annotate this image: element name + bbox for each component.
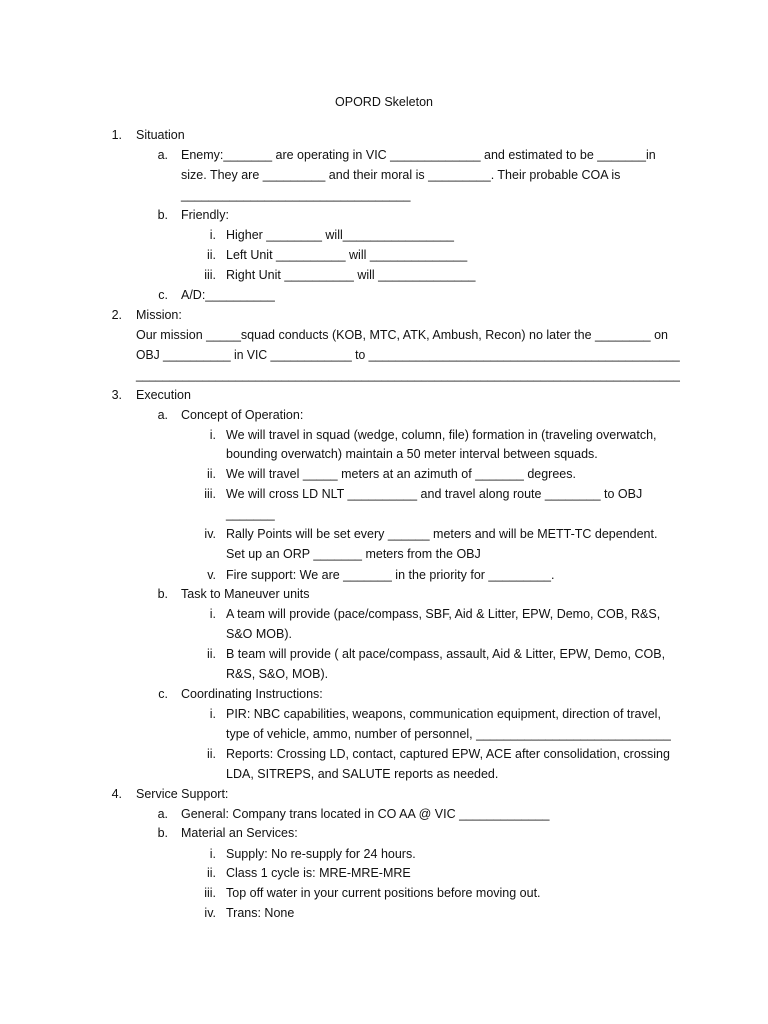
section-heading-mission: Mission: bbox=[136, 308, 182, 322]
section-heading-execution: Execution bbox=[136, 388, 191, 402]
section-number: 4. bbox=[111, 787, 122, 801]
friendly-left-unit: Left Unit __________ will ______________ bbox=[226, 248, 468, 262]
item-marker: i. bbox=[209, 707, 216, 721]
reports-line-2: LDA, SITREPS, and SALUTE reports as needed. bbox=[226, 767, 499, 781]
item-marker: ii. bbox=[206, 747, 216, 761]
item-marker: iii. bbox=[204, 268, 216, 282]
cross-ld-line-2: _______ bbox=[226, 507, 275, 521]
item-marker: b. bbox=[157, 826, 168, 840]
section-heading-service-support: Service Support: bbox=[136, 787, 229, 801]
item-marker: ii. bbox=[206, 467, 216, 481]
mission-line-3: __________________________________________________________________________________ bbox=[136, 368, 680, 382]
a-team-line-2: S&O MOB). bbox=[226, 627, 292, 641]
item-marker: i. bbox=[209, 228, 216, 242]
section-heading-situation: Situation bbox=[136, 128, 185, 142]
general-trans: General: Company trans located in CO AA @ VIC _____________ bbox=[181, 807, 550, 821]
enemy-line-1: Enemy:_______ are operating in VIC _____________ and estimated to be _______in bbox=[181, 148, 656, 162]
section-number: 3. bbox=[111, 388, 122, 402]
b-team-line-2: R&S, S&O, MOB). bbox=[226, 667, 329, 681]
item-marker: v. bbox=[207, 568, 216, 582]
rally-points-line-1: Rally Points will be set every ______ meters and will be METT-TC dependent. bbox=[226, 527, 658, 541]
enemy-line-2: size. They are _________ and their moral is _________. Their probable COA is bbox=[181, 168, 621, 182]
friendly-higher: Higher ________ will________________ bbox=[226, 228, 454, 242]
section-number: 1. bbox=[111, 128, 122, 142]
page-title: OPORD Skeleton bbox=[335, 95, 433, 109]
item-marker: ii. bbox=[206, 248, 216, 262]
item-marker: iii. bbox=[204, 487, 216, 501]
item-marker: a. bbox=[157, 408, 168, 422]
item-marker: iv. bbox=[204, 527, 216, 541]
trans: Trans: None bbox=[226, 906, 295, 920]
item-marker: ii. bbox=[206, 647, 216, 661]
item-marker: i. bbox=[209, 607, 216, 621]
item-marker: b. bbox=[157, 587, 168, 601]
item-marker: i. bbox=[209, 847, 216, 861]
pir-line-2: type of vehicle, ammo, number of personnel, ____________________________ bbox=[226, 727, 671, 741]
item-marker: ii. bbox=[206, 866, 216, 880]
friendly-label: Friendly: bbox=[181, 208, 229, 222]
b-team-line-1: B team will provide ( alt pace/compass, assault, Aid & Litter, EPW, Demo, COB, bbox=[226, 647, 666, 661]
pir-line-1: PIR: NBC capabilities, weapons, communication equipment, direction of travel, bbox=[226, 707, 661, 721]
item-marker: a. bbox=[157, 148, 168, 162]
a-team-line-1: A team will provide (pace/compass, SBF, Aid & Litter, EPW, Demo, COB, R&S, bbox=[226, 607, 661, 621]
travel-formation-line-1: We will travel in squad (wedge, column, file) formation in (traveling overwatch, bbox=[226, 428, 657, 442]
supply: Supply: No re-supply for 24 hours. bbox=[226, 847, 416, 861]
mission-line-1: Our mission _____squad conducts (KOB, MTC, ATK, Ambush, Recon) no later the ________ on bbox=[136, 328, 669, 342]
item-marker: b. bbox=[157, 208, 168, 222]
enemy-line-3: _________________________________ bbox=[181, 188, 411, 202]
travel-azimuth: We will travel _____ meters at an azimuth of _______ degrees. bbox=[226, 467, 576, 481]
rally-points-line-2: Set up an ORP _______ meters from the OBJ bbox=[226, 547, 481, 561]
cross-ld-line-1: We will cross LD NLT __________ and travel along route ________ to OBJ bbox=[226, 487, 643, 501]
concept-of-operation-label: Concept of Operation: bbox=[181, 408, 304, 422]
task-to-maneuver-label: Task to Maneuver units bbox=[181, 587, 310, 601]
class-1-cycle: Class 1 cycle is: MRE-MRE-MRE bbox=[226, 866, 411, 880]
fire-support: Fire support: We are _______ in the priority for _________. bbox=[226, 568, 555, 582]
item-marker: c. bbox=[158, 687, 168, 701]
item-marker: a. bbox=[157, 807, 168, 821]
section-number: 2. bbox=[111, 308, 122, 322]
item-marker: i. bbox=[209, 428, 216, 442]
coordinating-instructions-label: Coordinating Instructions: bbox=[181, 687, 323, 701]
ad-line: A/D:__________ bbox=[181, 288, 275, 302]
item-marker: iii. bbox=[204, 886, 216, 900]
item-marker: iv. bbox=[204, 906, 216, 920]
top-off-water: Top off water in your current positions before moving out. bbox=[226, 886, 541, 900]
item-marker: c. bbox=[158, 288, 168, 302]
travel-formation-line-2: bounding overwatch) maintain a 50 meter interval between squads. bbox=[226, 447, 598, 461]
mission-line-2: OBJ __________ in VIC ____________ to ______________________________________________ bbox=[136, 348, 680, 362]
friendly-right-unit: Right Unit __________ will ______________ bbox=[226, 268, 476, 282]
reports-line-1: Reports: Crossing LD, contact, captured EPW, ACE after consolidation, crossing bbox=[226, 747, 670, 761]
material-services-label: Material an Services: bbox=[181, 826, 298, 840]
